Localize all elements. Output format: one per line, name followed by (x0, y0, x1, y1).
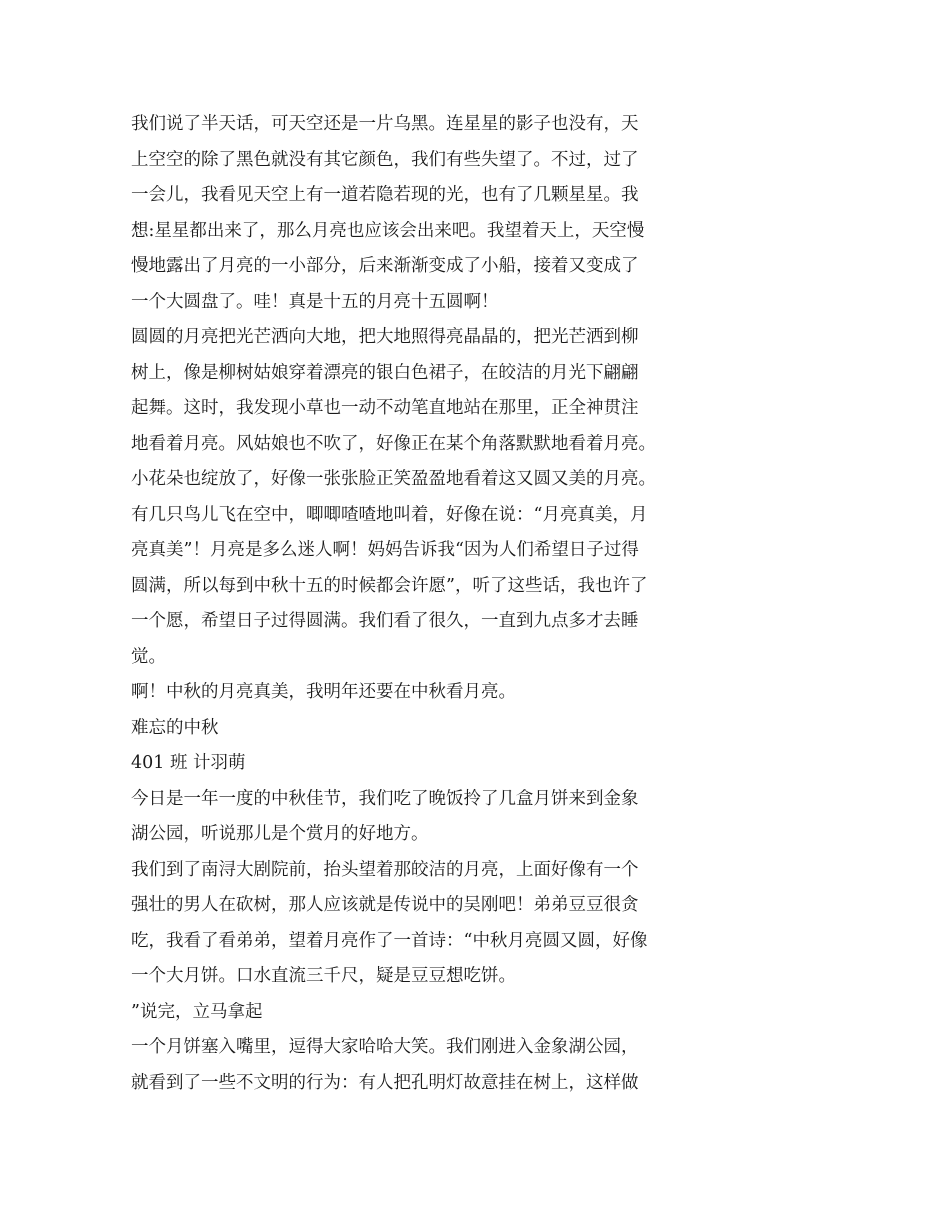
text-line: 小花朵也绽放了，好像一张张脸正笑盈盈地看着这又圆又美的月亮。 (131, 469, 656, 489)
essay-title: 难忘的中秋 (131, 717, 219, 738)
text-line: 一个愿，希望日子过得圆满。我们看了很久，一直到九点多才去睡 (131, 611, 639, 631)
essay-text (131, 107, 691, 1101)
text-line: 慢地露出了月亮的一小部分，后来渐渐变成了小船，接着又变成了 (131, 256, 639, 276)
text-line: 就看到了一些不文明的行为：有人把孔明灯故意挂在树上，这样做 (131, 1072, 639, 1093)
text-line: 有几只鸟儿飞在空中，唧唧喳喳地叫着，好像在说：“月亮真美，月 (131, 504, 648, 525)
text-line: 上空空的除了黑色就没有其它颜色，我们有些失望了。不过，过了 (131, 149, 639, 170)
text-line: 强壮的男人在砍树，那人应该就是传说中的吴刚吧！弟弟豆豆很贪 (131, 895, 639, 915)
text-line: 圆圆的月亮把光芒洒向大地，把大地照得亮晶晶的，把光芒洒到柳 (131, 327, 639, 347)
text-line: 想:星星都出来了，那么月亮也应该会出来吧。我望着天上，天空慢 (131, 220, 645, 241)
text-line: 一个大月饼。口水直流三千尺，疑是豆豆想吃饼。 (131, 966, 516, 986)
text-line: 圆满，所以每到中秋十五的时候都会许愿”，听了这些话，我也许了 (131, 575, 648, 596)
text-line: 觉。 (131, 646, 166, 667)
text-line: 我们到了南浔大剧院前，抬头望着那皎洁的月亮，上面好像有一个 (131, 859, 639, 880)
text-line: 一会儿，我看见天空上有一道若隐若现的光，也有了几颗星星。我 (131, 185, 639, 205)
text-line: 地看着月亮。风姑娘也不吹了，好像正在某个角落默默地看着月亮。 (131, 433, 656, 454)
text-line: 今日是一年一度的中秋佳节，我们吃了晚饭拎了几盒月饼来到金象 (131, 788, 639, 809)
author-byline: 401 班 计羽萌 (131, 753, 246, 773)
text-line: 啊！中秋的月亮真美，我明年还要在中秋看月亮。 (131, 682, 516, 702)
text-line: 我们说了半天话，可天空还是一片乌黑。连星星的影子也没有，天 (131, 114, 639, 134)
text-line: 湖公园，听说那儿是个赏月的好地方。 (131, 824, 429, 844)
text-line: ”说完，立马拿起 (131, 1001, 263, 1022)
text-line: 一个月饼塞入嘴里，逗得大家哈哈大笑。我们刚进入金象湖公园， (131, 1037, 639, 1057)
text-line: 起舞。这时，我发现小草也一动不动笔直地站在那里，正全神贯注 (131, 398, 639, 418)
text-line: 吃，我看了看弟弟，望着月亮作了一首诗：“中秋月亮圆又圆，好像 (131, 930, 648, 951)
text-line: 亮真美”！月亮是多么迷人啊！妈妈告诉我“因为人们希望日子过得 (131, 540, 639, 560)
text-line: 一个大圆盘了。哇！真是十五的月亮十五圆啊！ (131, 291, 499, 312)
text-line: 树上，像是柳树姑娘穿着漂亮的银白色裙子，在皎洁的月光下翩翩 (131, 362, 639, 383)
